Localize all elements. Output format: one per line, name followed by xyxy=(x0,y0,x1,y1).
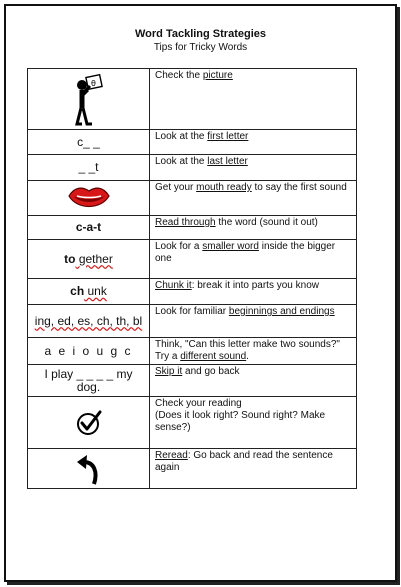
row-example-cell: I play _ _ _ _ my dog. xyxy=(28,365,150,397)
row-text-cell: Get your mouth ready to say the first sound xyxy=(150,181,357,216)
table-row xyxy=(28,240,357,279)
page-title: Word Tackling Strategies xyxy=(134,28,266,40)
table-row xyxy=(28,155,357,181)
table-row xyxy=(28,279,357,305)
table-row xyxy=(28,130,357,155)
row-icon-cell xyxy=(28,449,150,489)
red-lips-icon xyxy=(28,184,149,212)
row-text-cell: Reread: Go back and read the sentence again xyxy=(150,449,357,489)
strategies-table xyxy=(27,68,357,489)
row-example-cell: c_ _ xyxy=(28,130,150,155)
row-text-cell: Look for a smaller word inside the bigger one xyxy=(150,240,357,279)
table-row xyxy=(28,397,357,449)
checkmark-circle-icon xyxy=(28,410,149,436)
table-row xyxy=(28,338,357,365)
row-icon-cell xyxy=(28,69,150,130)
row-example-cell: a e i o u g c xyxy=(28,338,150,365)
table-row xyxy=(28,69,357,130)
row-example-cell: ing, ed, es, ch, th, bl xyxy=(28,305,150,338)
table-row xyxy=(28,181,357,216)
row-text-cell: Look at the last letter xyxy=(150,155,357,181)
table-row xyxy=(28,216,357,240)
page xyxy=(4,4,397,582)
curved-back-arrow-icon xyxy=(28,452,149,486)
row-icon-cell xyxy=(28,397,150,449)
row-text-cell: Look at the first letter xyxy=(150,130,357,155)
row-example-cell: to gether xyxy=(28,240,150,279)
person-holding-picture-icon xyxy=(28,72,149,126)
svg-text:θ: θ xyxy=(90,79,96,88)
row-text-cell: Skip it and go back xyxy=(150,365,357,397)
row-text-cell: Chunk it: break it into parts you know xyxy=(150,279,357,305)
row-text-cell: Check the picture xyxy=(150,69,357,130)
page-subtitle: Tips for Tricky Words xyxy=(153,42,248,53)
row-text-cell: Look for familiar beginnings and endings xyxy=(150,305,357,338)
row-text-cell: Check your reading (Does it look right? Sound right? Make sense?) xyxy=(150,397,357,449)
row-icon-cell xyxy=(28,181,150,216)
row-example-cell: ch unk xyxy=(28,279,150,305)
table-row xyxy=(28,449,357,489)
row-text-cell: Read through the word (sound it out) xyxy=(150,216,357,240)
table-row xyxy=(28,305,357,338)
table-row xyxy=(28,365,357,397)
row-example-cell: _ _t xyxy=(28,155,150,181)
row-example-cell: c-a-t xyxy=(28,216,150,240)
row-text-cell: Think, "Can this letter make two sounds?" Try a different sound. xyxy=(150,338,357,365)
